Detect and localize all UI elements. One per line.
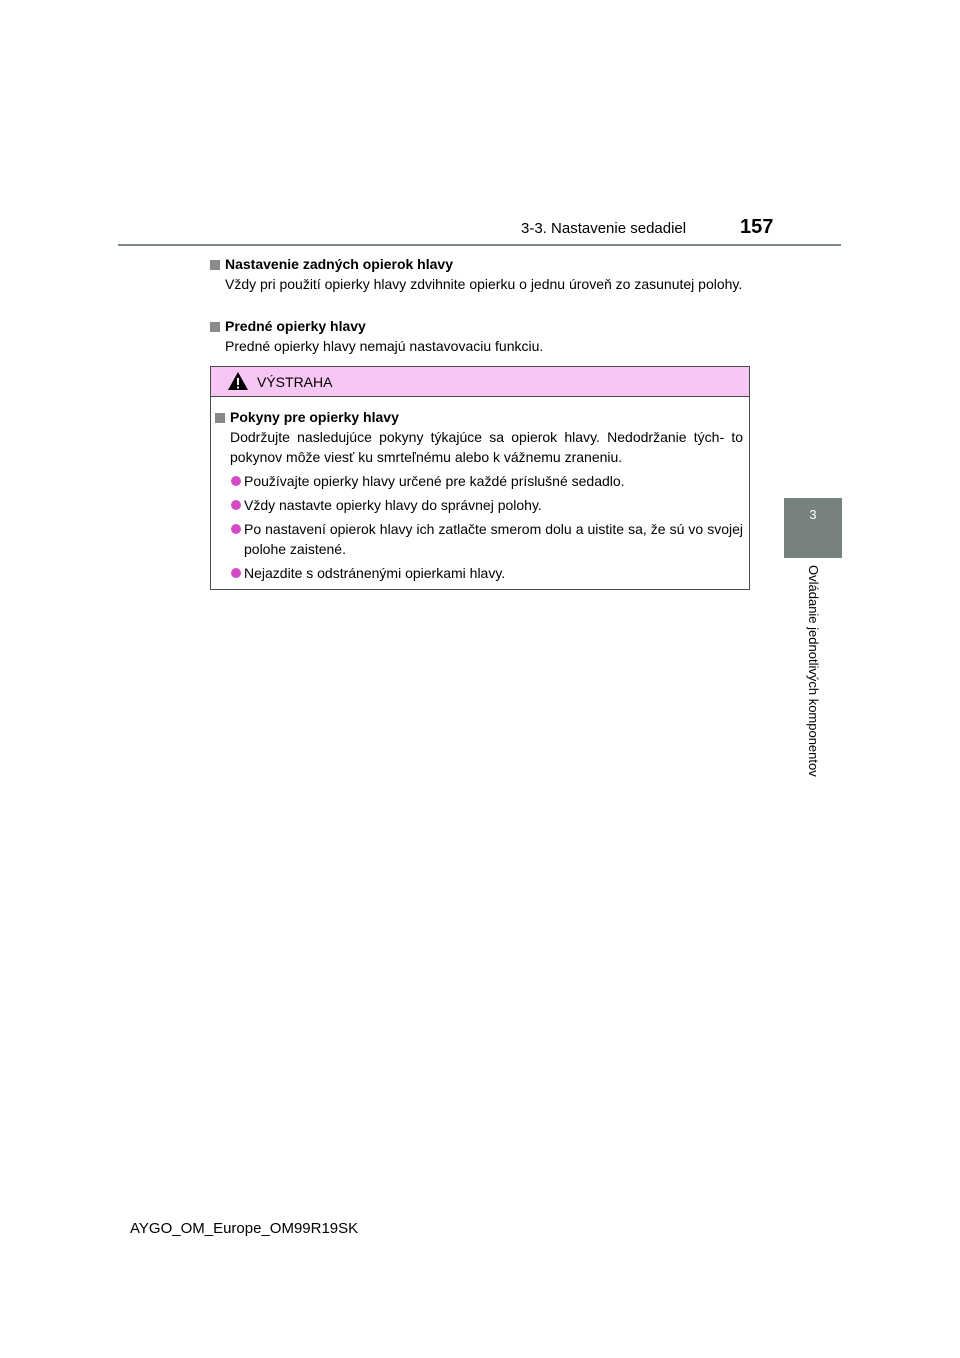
footer-document-code: AYGO_OM_Europe_OM99R19SK <box>130 1220 359 1237</box>
section-heading <box>210 254 755 274</box>
warning-bullet <box>215 495 745 515</box>
square-bullet-icon <box>215 413 225 423</box>
bullet-dot-icon <box>231 568 241 578</box>
section-body: Vždy pri použití opierky hlavy zdvihnite opierku o jednu úroveň zo zasunutej polohy. <box>225 276 743 292</box>
warning-bullet <box>215 471 745 491</box>
warning-bullet-text: Nejazdite s odstránenými opierkami hlavy. <box>244 565 506 581</box>
warning-content <box>215 407 745 583</box>
warning-bullet <box>215 519 745 559</box>
section-front-headrests <box>210 316 755 356</box>
warning-intro: Dodržujte nasledujúce pokyny týkajúce sa opierok hlavy. Nedodržanie tých- to pokynov môže viesť ku smrteľnému alebo k vážnemu zraneniu. <box>230 429 743 465</box>
section-rear-headrests <box>210 254 755 294</box>
warning-header <box>211 367 749 397</box>
warning-heading-text: Pokyny pre opierky hlavy <box>230 409 399 425</box>
square-bullet-icon <box>210 322 220 332</box>
warning-bullet-text: Vždy nastavte opierky hlavy do správnej polohy. <box>244 497 542 513</box>
header-divider <box>118 244 841 246</box>
bullet-dot-icon <box>231 500 241 510</box>
header-section-title: 3-3. Nastavenie sedadiel <box>521 220 687 237</box>
section-heading-text: Nastavenie zadných opierok hlavy <box>225 256 453 272</box>
page-number: 157 <box>740 216 774 238</box>
section-heading <box>210 316 755 336</box>
chapter-tab <box>784 498 842 558</box>
warning-bullet-text: Po nastavení opierok hlavy ich zatlačte smerom dolu a uistite sa, že sú vo svojej polohe zaistené. <box>244 521 743 557</box>
warning-bullet-text: Používajte opierky hlavy určené pre každé príslušné sedadlo. <box>244 473 625 489</box>
warning-box <box>210 366 750 590</box>
bullet-dot-icon <box>231 476 241 486</box>
bullet-dot-icon <box>231 524 241 534</box>
square-bullet-icon <box>210 260 220 270</box>
warning-bullet <box>215 563 745 583</box>
chapter-side-label: Ovládanie jednotlivých komponentov <box>806 565 821 777</box>
chapter-tab-number: 3 <box>809 507 817 522</box>
section-heading-text: Predné opierky hlavy <box>225 318 366 334</box>
warning-title: VÝSTRAHA <box>257 374 333 390</box>
section-body: Predné opierky hlavy nemajú nastavovaciu funkciu. <box>225 338 544 354</box>
warning-triangle-icon <box>227 371 249 391</box>
warning-heading <box>215 407 745 427</box>
